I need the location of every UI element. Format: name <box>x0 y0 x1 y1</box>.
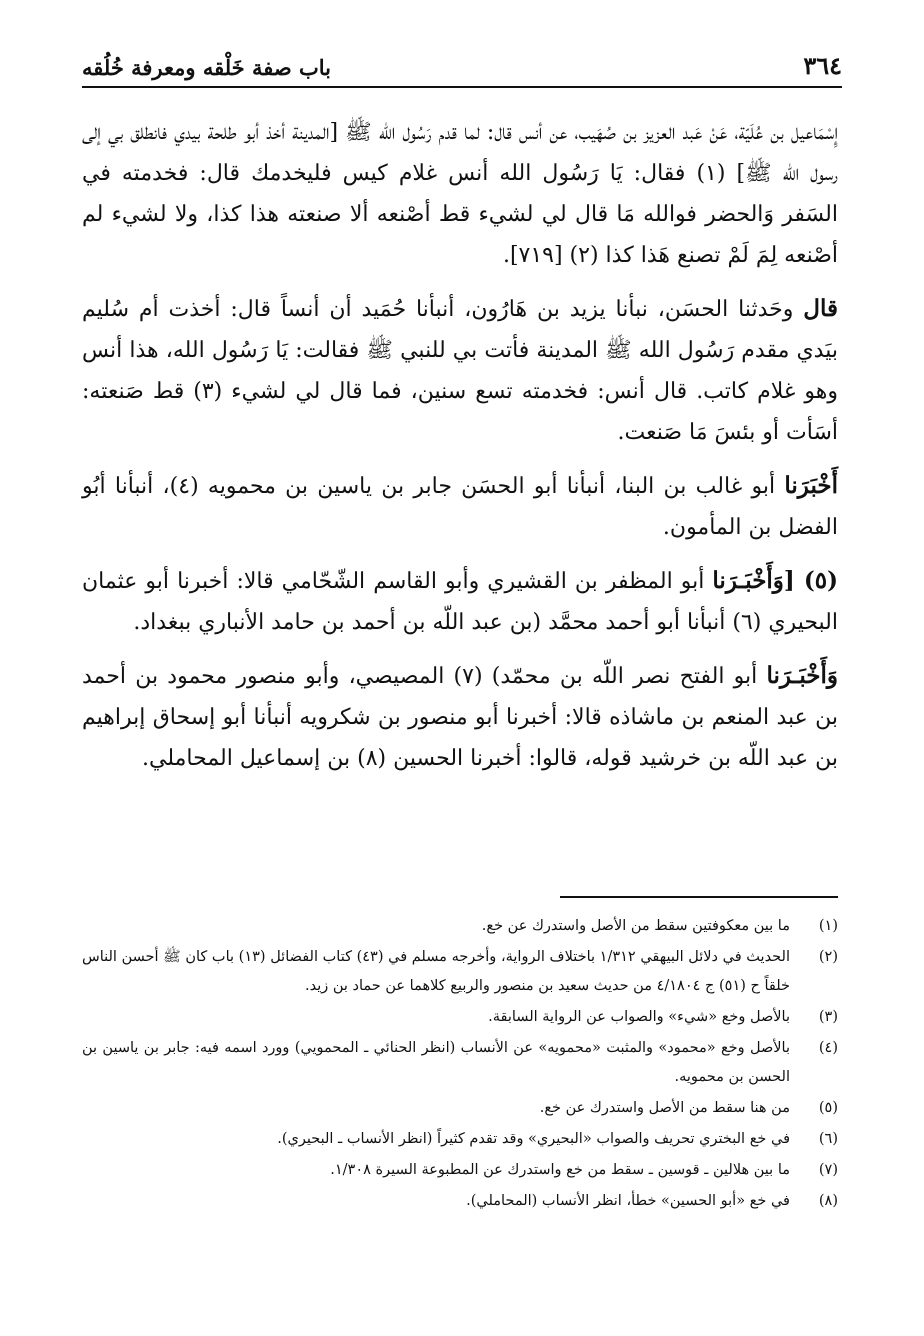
footnote-text: ما بين هلالين ـ قوسين ـ سقط من خ‍ع واستدرك عن المطبوعة السيرة ١/٣٠٨. <box>330 1162 790 1178</box>
footnote-number: (٦) <box>818 1131 838 1147</box>
paragraph <box>82 655 838 779</box>
paragraph-lead: أَخْبَرَنا <box>784 472 839 499</box>
paragraph <box>82 112 838 276</box>
paragraph-text: أبو المظفر بن القشيري وأبو القاسم الشّحّامي قالا: أخبرنا أبو عثمان البحيري (٦) أنبأنا أبو أحمد محمَّد (بن عبد اللّه بن أحمد بن حامد الأنباري ببغداد. <box>82 569 838 635</box>
paragraph-text: وحَدثنا الحسَن، نبأنا يزيد بن هَارُون، أنبأنا حُمَيد أن أنساً قال: أخذت أم سُليم بيَدي مقدم رَسُول الله ﷺ المدينة فأتت بي للنبي ﷺ فقالت: يَا رَسُول الله، هذا أنس وهو غلام كاتب. قال أنس: فخدمته تسع سنين، فما قال لي لشيء (٣) قط صَنعته: أسَأت أو بئسَ مَا صَنعت. <box>82 297 839 445</box>
paragraph-lead: قال <box>803 295 838 322</box>
footnote-number: (٨) <box>818 1193 838 1209</box>
footnote <box>82 1003 838 1032</box>
footnote-number: (٧) <box>818 1162 838 1178</box>
main-text <box>82 112 838 791</box>
footnote <box>82 943 838 1001</box>
page-header <box>82 44 842 88</box>
footnote <box>82 1094 838 1123</box>
paragraph <box>82 560 838 643</box>
footnote-number: (٤) <box>818 1040 838 1056</box>
footnote <box>82 1125 838 1154</box>
footnote <box>82 1187 838 1216</box>
footnote-number: (٣) <box>818 1009 838 1025</box>
footnote-number: (٢) <box>818 949 838 965</box>
paragraph <box>82 465 838 548</box>
paragraph-text: أبو غالب بن البنا، أنبأنا أبو الحسَن جابر بن ياسين بن محمويه (٤)، أنبأنا أبُو الفضل بن المأمون. <box>82 474 838 540</box>
paragraph-text: إِسْمَاعيل بن عُلَيّة، عَنْ عَبد العزيز بن صُهَيب، عن أنس قال: لما قدم رَسُول الله ﷺ [المدينة أخذ أبو طلحة بيدي فانطلق بي إلى رسول الله ﷺ] (١) فقال: يَا رَسُول الله أنس غلام كيس فليخدمك قال: فخدمته في السَفر وَالحضر فوالله مَا قال لي لشيء قط أصْنعه ألا صنعته هذا كذا، ولا لشيء لم أصْنعه لِمَ لَمْ تصنع هَذا كذا (٢) [٧١٩]. <box>82 120 838 268</box>
chapter-title: باب صفة خَلْقه ومعرفة خُلُقه <box>82 55 332 80</box>
paragraph-lead: وَأَخْبَـرَنا <box>766 662 838 689</box>
footnote <box>82 1034 838 1092</box>
footnote-text: بالأصل وخ‍ع «شيء» والصواب عن الرواية السابقة. <box>488 1009 790 1025</box>
footnote-number: (٥) <box>818 1100 838 1116</box>
footnote-text: من هنا سقط من الأصل واستدرك عن خ‍ع. <box>539 1100 790 1116</box>
footnotes-divider <box>560 896 838 898</box>
footnote-number: (١) <box>818 918 838 934</box>
footnote-text: في خ‍ع البختري تحريف والصواب «البحيري» وقد تقدم كثيراً (انظر الأنساب ـ البحيري). <box>277 1131 790 1147</box>
footnote-text: الحديث في دلائل البيهقي ١/٣١٢ باختلاف الرواية، وأخرجه مسلم في (٤٣) كتاب الفضائل (١٣) باب كان ﷺ أحسن الناس خلقاً ح (٥١) ج ٤/١٨٠٤ من حديث سعيد بن منصور والربيع كلاهما عن حماد بن زيد. <box>82 949 790 994</box>
footnote-text: ما بين معكوفتين سقط من الأصل واستدرك عن خ‍ع. <box>481 918 790 934</box>
footnote <box>82 1156 838 1185</box>
paragraph <box>82 288 838 453</box>
paragraph-text: أبو الفتح نصر اللّه بن محمّد) (٧) المصيصي، وأبو منصور محمود بن أحمد بن عبد المنعم بن ماشاذه قالا: أخبرنا أبو منصور بن شكرويه أنبأنا أبو إسحاق إبراهيم بن عبد اللّه بن خرشيد قوله، قالوا: أخبرنا الحسين (٨) بن إسماعيل المحاملي. <box>82 664 838 771</box>
page-number: ٣٦٤ <box>803 51 842 80</box>
footnote-text: في خ‍ع «أبو الحسين» خطأ، انظر الأنساب (المحاملي). <box>466 1193 790 1209</box>
footnote-text: بالأصل وخ‍ع «محمود» والمثبت «محمويه» عن الأنساب (انظر الحنائي ـ المحمويي) وورد اسمه فيه: جابر بن ياسين بن الحسن بن محمويه. <box>82 1040 790 1085</box>
footnotes <box>82 912 838 1218</box>
footnote <box>82 912 838 941</box>
paragraph-lead: (٥) [وَأَخْبَـرَنا <box>712 567 839 594</box>
